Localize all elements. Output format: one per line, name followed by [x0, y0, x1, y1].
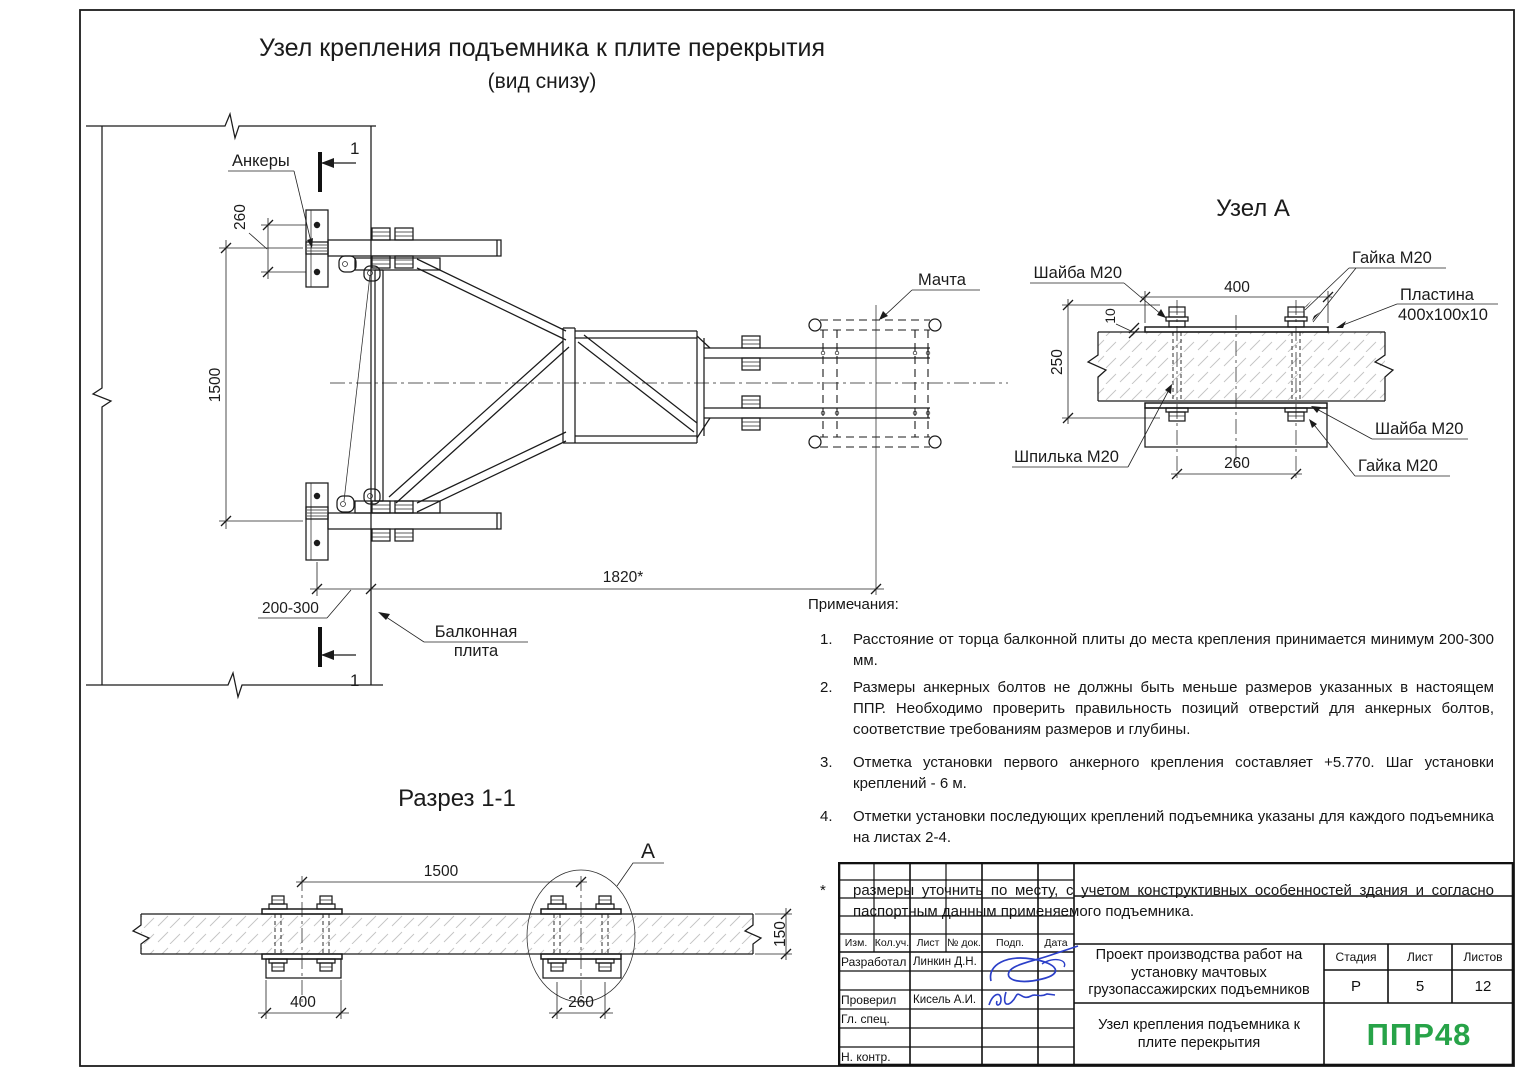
dim-200-300-label: 200-300 [262, 600, 319, 617]
stage-value: Р [1350, 978, 1361, 995]
detail-a-title: Узел А [1216, 195, 1290, 222]
dim-150-section-label: 150 [772, 921, 789, 947]
title-block [838, 862, 1514, 1066]
section-title: Разрез 1-1 [398, 785, 516, 812]
note-item [808, 629, 1494, 671]
project-name: Проект производства работ на установку мачтовых грузопассажирских подъемников [1088, 947, 1310, 999]
nut-top-label: Гайка М20 [1352, 249, 1432, 267]
section-mark-label-top: 1 [350, 139, 360, 158]
sheets-header: Листов [1463, 950, 1503, 964]
mast-leader [881, 290, 980, 319]
sheet-header: Лист [1406, 950, 1434, 964]
header-kol: Кол.уч. [874, 937, 910, 949]
notes-heading: Примечания: [808, 596, 899, 613]
row-role-proveril: Проверил [841, 992, 897, 1007]
note-text: Расстояние от торца балконной плиты до места крепления принимается минимум 200-300 мм. [853, 631, 1494, 669]
dim-10-detail-label: 10 [1102, 308, 1118, 324]
dim-400-detail-label: 400 [1224, 279, 1250, 296]
note-number: 3. [820, 754, 833, 771]
header-list: Лист [916, 937, 940, 949]
signature-proveril [989, 992, 1055, 1005]
dim-260-main [249, 218, 306, 279]
dim-260-detail-label: 260 [1224, 455, 1250, 472]
row-name-proveril: Кисель А.И. [913, 993, 977, 1006]
note-number: 1. [820, 631, 833, 648]
dim-250-detail-label: 250 [1049, 349, 1066, 375]
stud-label: Шпилька М20 [1014, 448, 1119, 466]
section-mark-top [320, 152, 356, 192]
plate-label-1: Пластина [1400, 286, 1474, 304]
nut-bottom-label: Гайка М20 [1358, 457, 1438, 475]
note-text: размеры уточнить по месту, с учетом конструктивных особенностей здания и согласно паспортным данным применяемого подъемника. [853, 882, 1494, 920]
note-item [808, 677, 1494, 740]
note-number: 4. [820, 808, 833, 825]
dim-1500-section-label: 1500 [423, 863, 459, 880]
dim-1500-main [219, 240, 303, 529]
drawing-title: Узел крепления подъемника к плите перекрытия [258, 34, 826, 62]
dim-1500-label: 1500 [207, 367, 224, 403]
washer-bottom-label: Шайба М20 [1375, 420, 1464, 438]
note-number: * [820, 882, 826, 899]
sheet-value: 5 [1415, 978, 1425, 995]
doc-title: Узел крепления подъемника к плите перекрытия [1098, 1017, 1300, 1051]
sheets-value: 12 [1474, 978, 1492, 995]
header-izm: Изм. [844, 937, 868, 949]
clamp-bolts-bottom [372, 501, 413, 541]
plate-label-2: 400х100х10 [1398, 306, 1488, 324]
note-text: Размеры анкерных болтов не должны быть меньше размеров указанных в настоящем ППР. Необходимо проверить правильность позиций отверстий для анкерных болтов, соответствие требованиям размеров и глубины. [853, 679, 1494, 738]
header-podp: Подп. [996, 937, 1024, 949]
detail-ref-label: А [640, 840, 656, 863]
balcony-label-2: плита [453, 642, 499, 660]
company-logo: ППР48 [1366, 1016, 1472, 1052]
section-view [133, 785, 792, 1019]
dim-260-section-label: 260 [568, 994, 594, 1011]
drawing-subtitle: (вид снизу) [487, 70, 597, 93]
mast-label: Мачта [918, 271, 966, 289]
header-data: Дата [1044, 937, 1068, 949]
dim-260-label: 260 [232, 204, 249, 230]
row-role-glspec: Гл. спец. [841, 1011, 890, 1026]
anchor-assembly-top [306, 210, 501, 287]
washer-top-label: Шайба М20 [1033, 264, 1122, 282]
note-item [808, 752, 1494, 794]
row-role-razrabotal: Разработал [841, 954, 907, 969]
dim-400-section-label: 400 [290, 994, 316, 1011]
stage-header: Стадия [1335, 950, 1377, 964]
balcony-label-1: Балконная [434, 623, 518, 641]
note-number: 2. [820, 679, 833, 696]
section-mark-label-bottom: 1 [350, 671, 360, 690]
note-text: Отметка установки первого анкерного крепления составляет +5.770. Шаг установки креплений - 6 м. [853, 754, 1494, 792]
row-name-razrabotal: Линкин Д.Н. [913, 955, 977, 968]
anchor-assembly-bottom [306, 483, 501, 560]
note-item [808, 806, 1494, 848]
note-text: Отметки установки последующих креплений подъемника указаны для каждого подъемника на листах 2-4. [853, 808, 1494, 846]
header-doc: № док. [947, 937, 981, 949]
dim-1820-label: 1820* [602, 569, 644, 586]
detail-a-view [1012, 195, 1498, 479]
row-role-nkontr: Н. контр. [841, 1049, 891, 1064]
dim-200-300-1820 [258, 562, 884, 618]
section-mark-bottom [320, 627, 356, 667]
anchors-label: Анкеры [232, 152, 290, 170]
clamp-bolts-top [372, 228, 413, 268]
truss [344, 259, 930, 512]
